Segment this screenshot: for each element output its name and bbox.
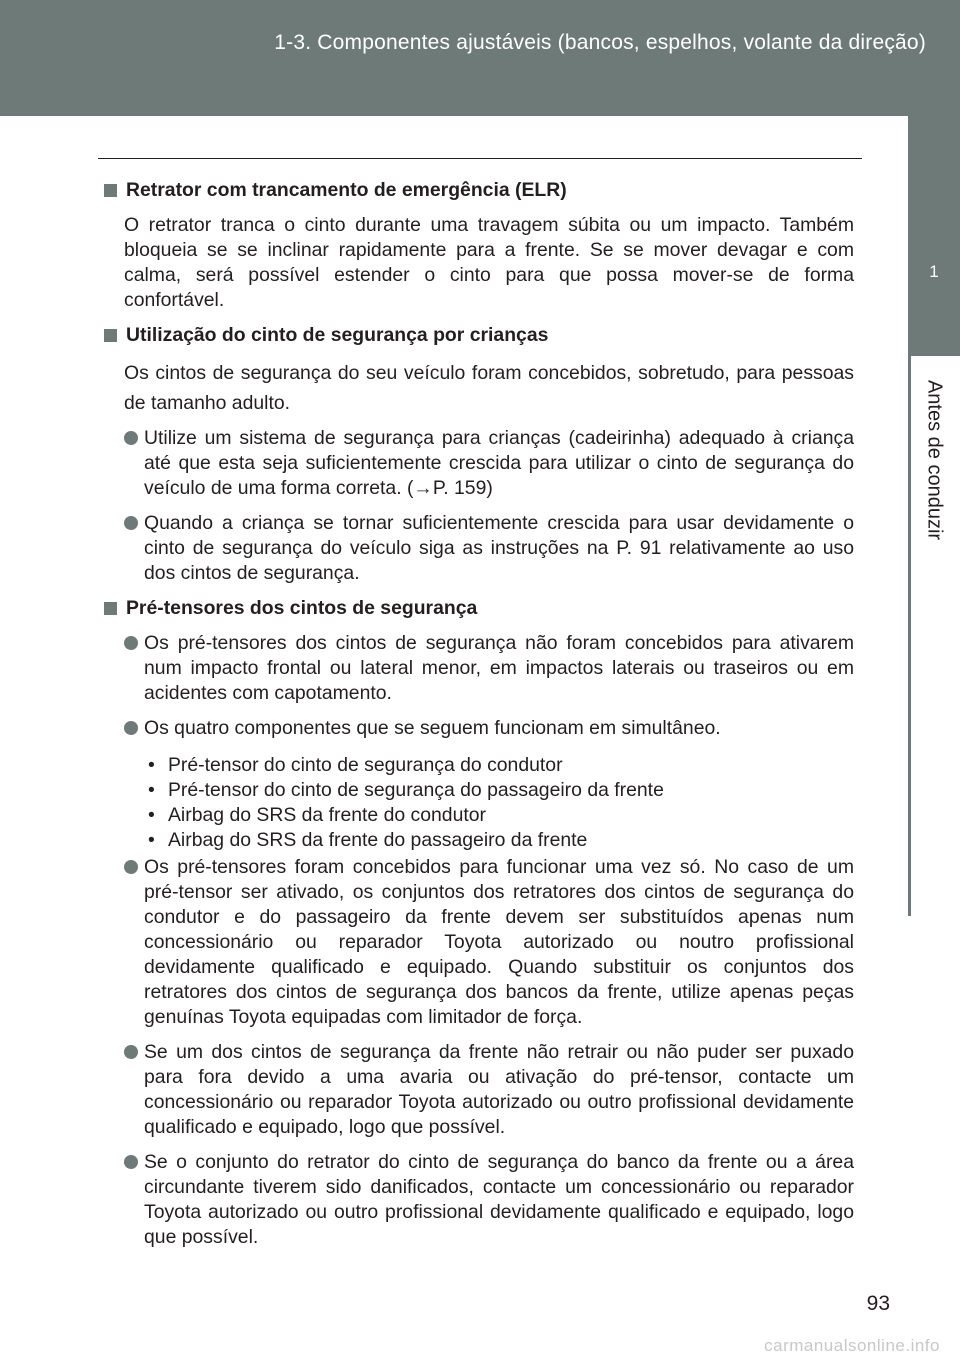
circle-bullet-icon <box>124 516 138 530</box>
section-heading-text: Retrator com trancamento de emergência (ELR) <box>126 179 567 201</box>
list-item-text: Utilize um sistema de segurança para crianças (cadeirinha) adequado à criança até que esta seja suficientemente crescida para utilizar o cinto de segurança do veículo de uma forma correta. (→P. 159) <box>144 427 854 499</box>
page-number: 93 <box>866 1292 890 1315</box>
square-bullet-icon <box>104 184 117 197</box>
circle-bullet-icon <box>124 721 138 735</box>
side-tab <box>908 116 960 356</box>
top-rule <box>98 158 862 159</box>
circle-bullet-icon <box>124 860 138 874</box>
list-item <box>124 426 854 501</box>
section-paragraph: O retrator tranca o cinto durante uma travagem súbita ou um impacto. Também bloqueia se se inclinar rapidamente para a frente. Se se mover devagar e com calma, será possível estender o cinto para que possa mover-se de forma confortável. <box>124 214 854 311</box>
list-item <box>124 855 854 1030</box>
side-tab-number: 1 <box>929 262 939 281</box>
list-item-text: Se um dos cintos de segurança da frente não retrair ou não puder ser puxado para fora devido a uma avaria ou ativação do pré-tensor, contacte um concessionário ou reparador Toyota autorizado ou outro profissional devidamente qualificado e equipado, logo que possível. <box>144 1041 854 1138</box>
circle-bullet-icon <box>124 1155 138 1169</box>
list-item-text: Os quatro componentes que se seguem funcionam em simultâneo. <box>144 717 721 739</box>
square-bullet-icon <box>104 329 117 342</box>
square-bullet-icon <box>104 602 117 615</box>
section-paragraph: Os cintos de segurança do seu veículo foram concebidos, sobretudo, para pessoas de tamanho adulto. <box>124 362 854 414</box>
list-item <box>124 1040 854 1140</box>
list-item <box>124 1150 854 1250</box>
chapter-title: 1-3. Componentes ajustáveis (bancos, espelhos, volante da direção) <box>274 31 926 54</box>
list-item-text: Se o conjunto do retrator do cinto de segurança do banco da frente ou a área circundante tiverem sido danificados, contacte um concessionário ou reparador Toyota autorizado ou outro profissional devidamente qualificado e equipado, logo que possível. <box>144 1151 854 1248</box>
list-item <box>124 511 854 586</box>
component-list <box>146 753 854 853</box>
list-item-text: Os pré-tensores foram concebidos para funcionar uma vez só. No caso de um pré-tensor ser ativado, os conjuntos dos retratores dos cintos de segurança do condutor e do passageiro da frente devem ser substituídos apenas num concessionário ou reparador Toyota autorizado ou noutro profissional devidamente qualificado e equipado. Quando substituir os conjuntos dos retratores dos cintos de segurança dos bancos da frente, utilize apenas peças genuínas Toyota equipadas com limitador de força. <box>144 856 854 1028</box>
list-item-text: Os pré-tensores dos cintos de segurança não foram concebidos para ativarem num impacto frontal ou lateral menor, em impactos laterais ou traseiros ou em acidentes com capotamento. <box>144 632 854 704</box>
section-heading <box>104 323 854 348</box>
page-content <box>104 178 854 1260</box>
component-item: • Airbag do SRS da frente do condutor <box>148 804 486 826</box>
watermark: carmanualsonline.info <box>764 1336 940 1355</box>
section-heading <box>104 178 854 203</box>
section-heading <box>104 596 854 621</box>
circle-bullet-icon <box>124 636 138 650</box>
list-item-text: Quando a criança se tornar suficientemente crescida para usar devidamente o cinto de segurança do veículo siga as instruções na P. 91 relativamente ao uso dos cintos de segurança. <box>144 512 854 584</box>
list-item <box>124 631 854 706</box>
list-item <box>124 716 854 741</box>
component-item: • Pré-tensor do cinto de segurança do passageiro da frente <box>148 779 664 801</box>
header-band <box>0 0 960 116</box>
side-tab-label: Antes de conduzir <box>923 379 946 541</box>
component-item: • Airbag do SRS da frente do passageiro da frente <box>148 829 588 851</box>
circle-bullet-icon <box>124 431 138 445</box>
component-item: • Pré-tensor do cinto de segurança do condutor <box>148 754 563 776</box>
section-heading-text: Utilização do cinto de segurança por crianças <box>126 324 549 346</box>
section-heading-text: Pré-tensores dos cintos de segurança <box>126 597 478 619</box>
circle-bullet-icon <box>124 1045 138 1059</box>
